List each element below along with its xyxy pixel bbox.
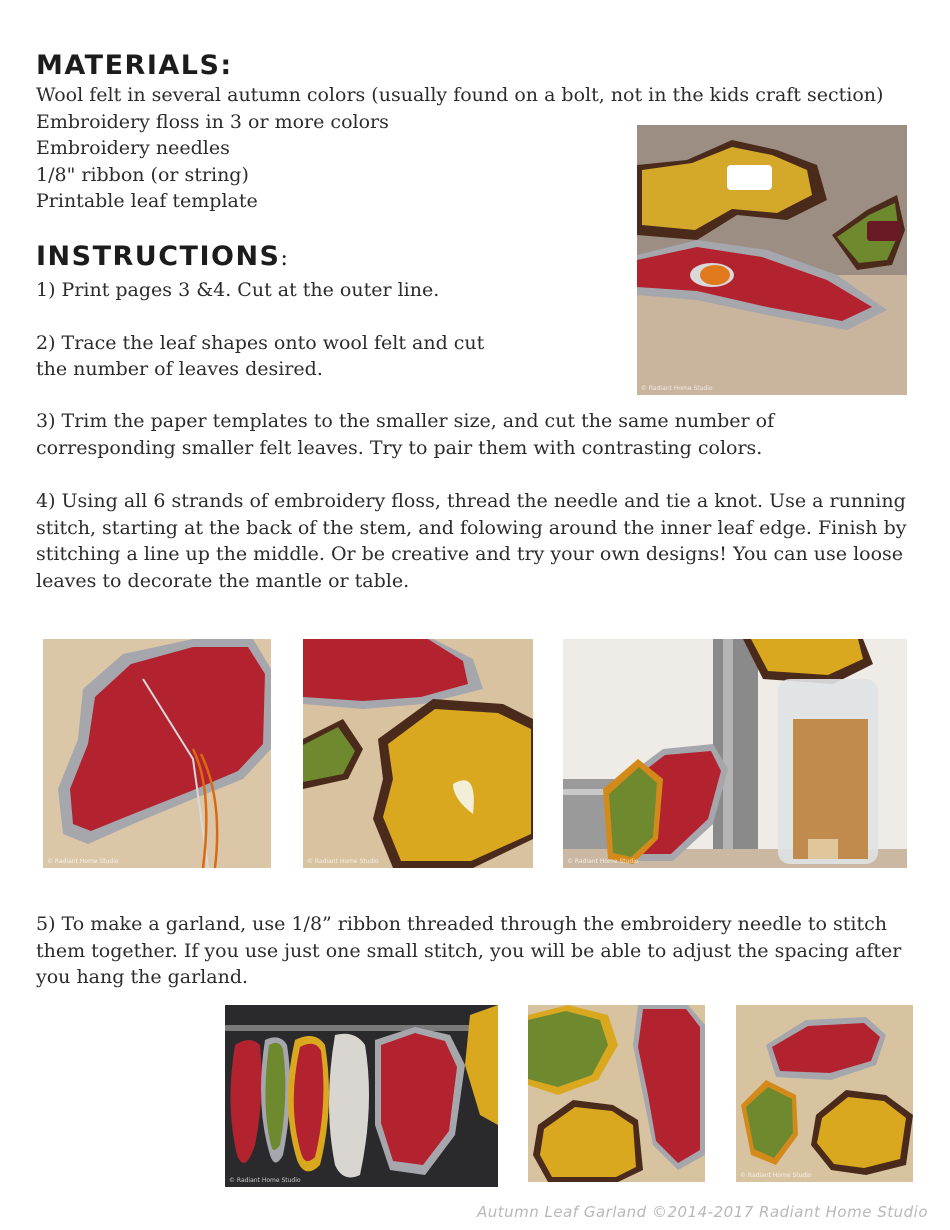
materials-item: 1/8" ribbon (or string) xyxy=(36,164,249,186)
materials-item: Wool felt in several autumn colors (usually found on a bolt, not in the kids craft section) xyxy=(36,84,884,106)
materials-item: Embroidery floss in 3 or more colors xyxy=(36,111,389,133)
instructions-heading-colon: : xyxy=(280,246,290,271)
materials-item: Embroidery needles xyxy=(36,137,230,159)
loose-leaves-photo xyxy=(528,1005,705,1182)
three-leaves-photo xyxy=(736,1005,913,1182)
step-4: 4) Using all 6 strands of embroidery floss, thread the needle and tie a knot. Use a running stitch, starting at the back of the stem, and folowing around the inner leaf edge. Finish by stitching a line up the middle. Or be creative and try your own designs! You can use loose leaves to decorate the mantle or table. xyxy=(36,490,907,592)
step-2-line-1: 2) Trace the leaf shapes onto wool felt and cut xyxy=(36,332,485,354)
photo-credit: © Radiant Home Studio xyxy=(47,858,119,865)
step-2-line-2: the number of leaves desired. xyxy=(36,358,323,380)
garland-photo xyxy=(225,1005,498,1187)
stitching-red-leaf-photo xyxy=(43,639,271,868)
materials-heading: MATERIALS: xyxy=(36,50,233,81)
stitching-yellow-leaf-photo xyxy=(303,639,533,868)
photo-credit: © Radiant Home Studio xyxy=(641,385,713,392)
instructions-heading-text: INSTRUCTIONS xyxy=(36,241,281,272)
materials-photo xyxy=(637,125,907,395)
photo-credit: © Radiant Home Studio xyxy=(229,1177,301,1184)
step-1: 1) Print pages 3 &4. Cut at the outer line. xyxy=(36,279,440,301)
step-3: 3) Trim the paper templates to the smaller size, and cut the same number of corresponding smaller felt leaves. Try to pair them with contrasting colors. xyxy=(36,410,775,459)
photo-credit: © Radiant Home Studio xyxy=(740,1172,812,1179)
photo-credit: © Radiant Home Studio xyxy=(307,858,379,865)
mantle-display-photo xyxy=(563,639,907,868)
photo-credit: © Radiant Home Studio xyxy=(567,858,639,865)
page-footer: Autumn Leaf Garland ©2014-2017 Radiant Home Studio xyxy=(476,1203,928,1221)
instructions-heading xyxy=(36,241,289,272)
step-5: 5) To make a garland, use 1/8” ribbon threaded through the embroidery needle to stitch them together. If you use just one small stitch, you will be able to adjust the spacing after you hang the garland. xyxy=(36,913,902,988)
materials-item: Printable leaf template xyxy=(36,190,258,212)
